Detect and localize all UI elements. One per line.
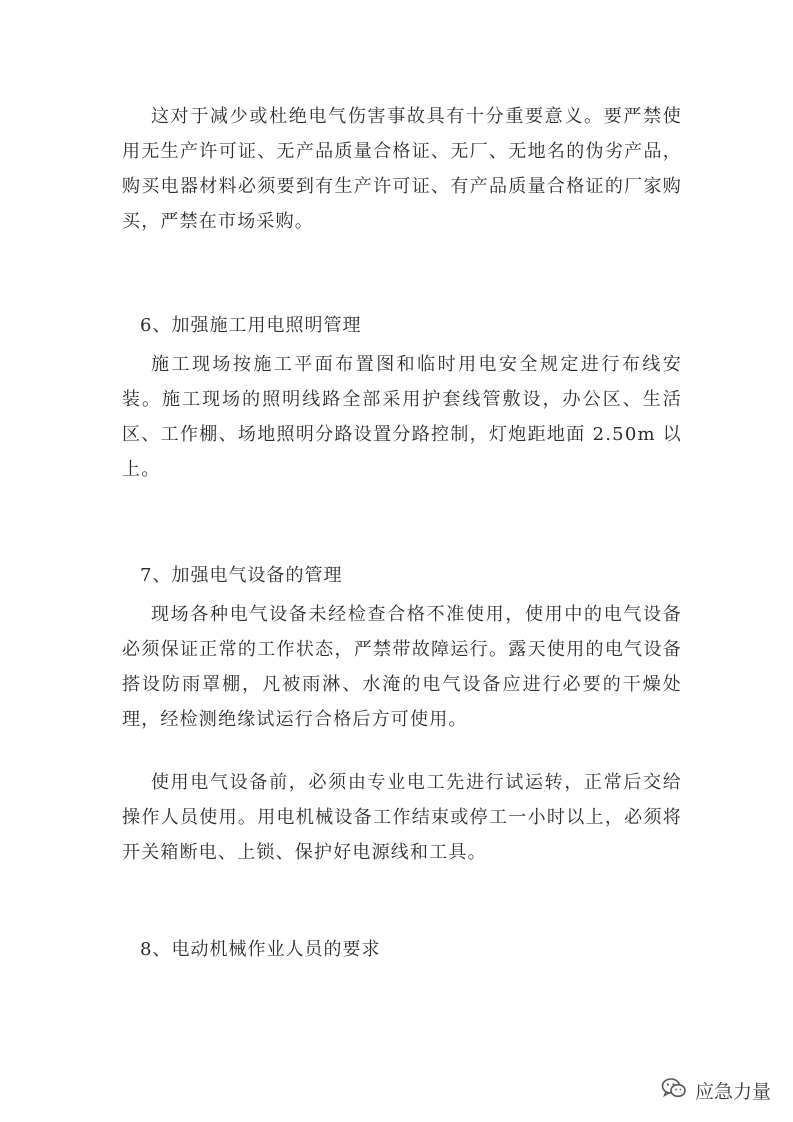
heading-section-7: 7、加强电气设备的管理 <box>140 565 343 586</box>
paragraph-intro: 这对于减少或杜绝电气伤害事故具有十分重要意义。要严禁使用无生产许可证、无产品质量合格证、无厂、无地名的伪劣产品，购买电器材料必须要到有生产许可证、有产品质量合格证的厂家购买，严禁在市场采购。 <box>122 106 682 232</box>
wechat-icon <box>661 1077 687 1104</box>
heading-section-6: 6、加强施工用电照明管理 <box>140 315 362 336</box>
watermark <box>661 1077 771 1104</box>
paragraph-section-6: 施工现场按施工平面布置图和临时用电安全规定进行布线安装。施工现场的照明线路全部采用护套线管敷设，办公区、生活区、工作棚、场地照明分路设置分路控制，灯炮距地面 2.50m 以上。 <box>122 354 682 480</box>
heading-section-8: 8、电动机械作业人员的要求 <box>140 939 381 960</box>
watermark-text: 应急力量 <box>694 1081 771 1103</box>
paragraph-section-7-a: 现场各种电气设备未经检查合格不准使用，使用中的电气设备必须保证正常的工作状态，严禁带故障运行。露天使用的电气设备搭设防雨罩棚，凡被雨淋、水淹的电气设备应进行必要的干燥处理，经检测绝缘试运行合格后方可使用。 <box>122 604 682 730</box>
paragraph-section-7-b: 使用电气设备前，必须由专业电工先进行试运转，正常后交给操作人员使用。用电机械设备工作结束或停工一小时以上，必须将开关箱断电、上锁、保护好电源线和工具。 <box>122 772 682 863</box>
